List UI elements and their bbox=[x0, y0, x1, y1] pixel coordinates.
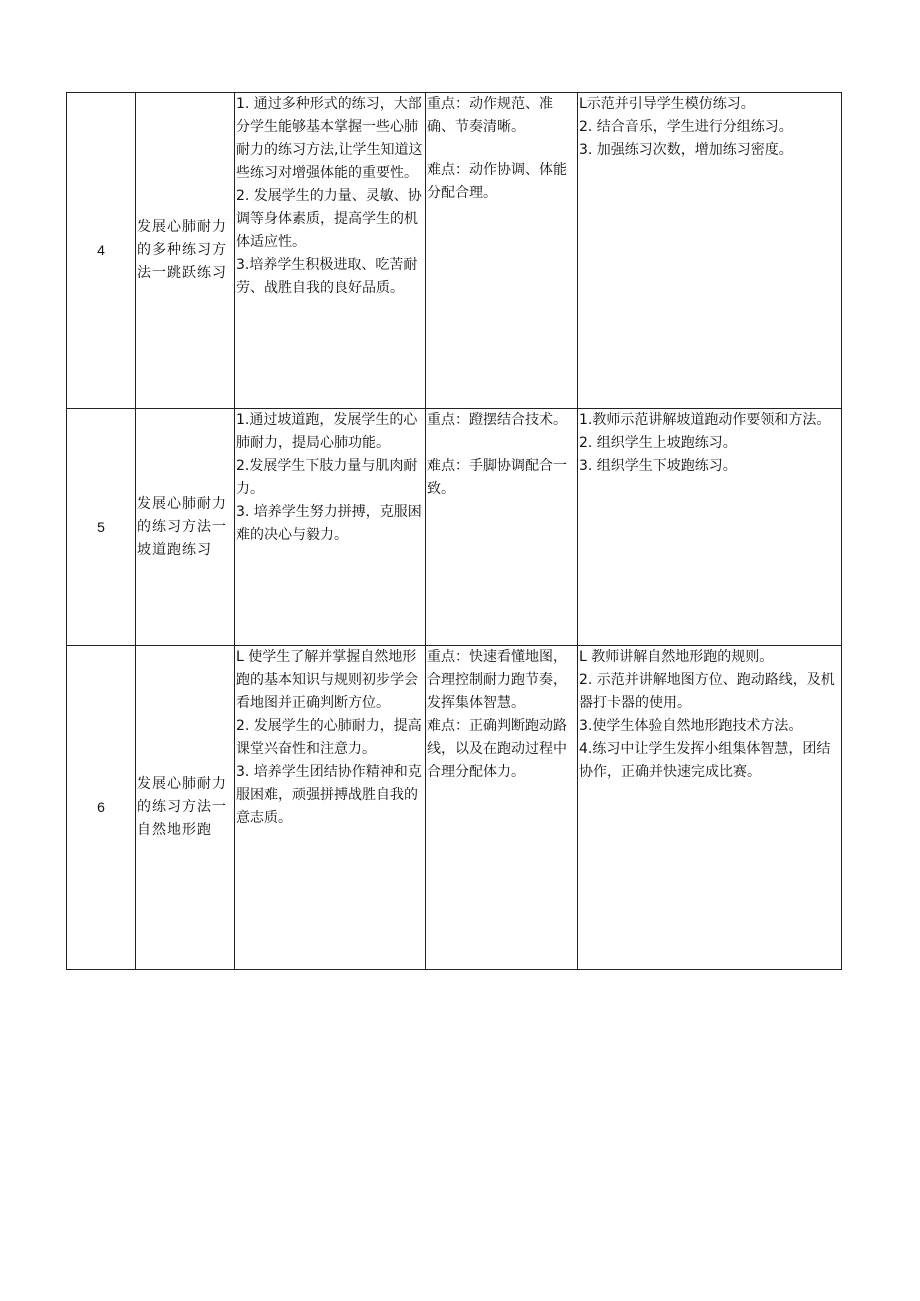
method-item: 3.使学生体验自然地形跑技术方法。 bbox=[579, 718, 803, 734]
key-point: 重点：蹬摆结合技术。 bbox=[427, 412, 567, 428]
goal-item: 2.发展学生下肢力量与肌肉耐力。 bbox=[236, 458, 418, 497]
lesson-plan-table bbox=[66, 92, 842, 970]
table-row bbox=[67, 409, 842, 646]
method-item: 1.教师示范讲解坡道跑动作要领和方法。 bbox=[579, 412, 831, 428]
method-item: L示范并引导学生模仿练习。 bbox=[579, 96, 755, 112]
key-point: 重点：动作规范、准确、节奏清晰。 bbox=[427, 96, 553, 135]
method-item: 2. 结合音乐，学生进行分组练习。 bbox=[579, 119, 793, 135]
methods-cell bbox=[578, 646, 842, 970]
table-row bbox=[67, 646, 842, 970]
table-row bbox=[67, 93, 842, 409]
difficulty-point: 难点：动作协调、体能分配合理。 bbox=[427, 162, 567, 201]
goal-item: 3. 培养学生努力拼搏，克服困难的决心与毅力。 bbox=[236, 504, 422, 543]
goals-cell bbox=[235, 646, 426, 970]
difficulty-point: 难点：正确判断跑动路线，以及在跑动过程中合理分配体力。 bbox=[427, 718, 567, 780]
method-item: 4.练习中让学生发挥小组集体智慧，团结协作，正确并快速完成比赛。 bbox=[579, 741, 831, 780]
methods-cell bbox=[578, 93, 842, 409]
lesson-title: 发展心肺耐力的练习方法一坡道跑练习 bbox=[136, 409, 235, 646]
method-item: 2. 组织学生上坡跑练习。 bbox=[579, 435, 737, 451]
methods-cell bbox=[578, 409, 842, 646]
key-point: 重点：快速看懂地图，合理控制耐力跑节奏，发挥集体智慧。 bbox=[427, 649, 567, 711]
goal-item: 3.培养学生积极进取、吃苦耐劳、战胜自我的良好品质。 bbox=[236, 257, 418, 296]
method-item: 2. 示范并讲解地图方位、跑动路线，及机器打卡器的使用。 bbox=[579, 672, 835, 711]
lesson-number: 4 bbox=[67, 93, 136, 409]
goal-item: 1.通过坡道跑，发展学生的心肺耐力，提局心肺功能。 bbox=[236, 412, 418, 451]
lesson-number: 5 bbox=[67, 409, 136, 646]
lesson-title: 发展心肺耐力的练习方法一自然地形跑 bbox=[136, 646, 235, 970]
lesson-title: 发展心肺耐力的多种练习方法一跳跃练习 bbox=[136, 93, 235, 409]
goals-cell bbox=[235, 409, 426, 646]
goal-item: 1. 通过多种形式的练习，大部分学生能够基本掌握一些心肺耐力的练习方法,让学生知道这些练习对增强体能的重要性。 bbox=[236, 96, 423, 181]
goal-item: 3. 培养学生团结协作精神和克服困难，顽强拼搏战胜自我的意志质。 bbox=[236, 764, 422, 826]
goal-item: 2. 发展学生的心肺耐力，提高课堂兴奋性和注意力。 bbox=[236, 718, 422, 757]
key-points-cell bbox=[426, 646, 578, 970]
key-points-cell bbox=[426, 409, 578, 646]
goal-item: 2. 发展学生的力量、灵敏、协调等身体素质，提高学生的机体适应性。 bbox=[236, 188, 422, 250]
goals-cell bbox=[235, 93, 426, 409]
method-item: L 教师讲解自然地形跑的规则。 bbox=[579, 649, 774, 665]
lesson-number: 6 bbox=[67, 646, 136, 970]
method-item: 3. 组织学生下坡跑练习。 bbox=[579, 458, 737, 474]
key-points-cell bbox=[426, 93, 578, 409]
method-item: 3. 加强练习次数，增加练习密度。 bbox=[579, 142, 793, 158]
goal-item: L 使学生了解并掌握自然地形跑的基本知识与规则初步学会看地图并正确判断方位。 bbox=[236, 649, 418, 711]
difficulty-point: 难点：手脚协调配合一致。 bbox=[427, 458, 567, 497]
